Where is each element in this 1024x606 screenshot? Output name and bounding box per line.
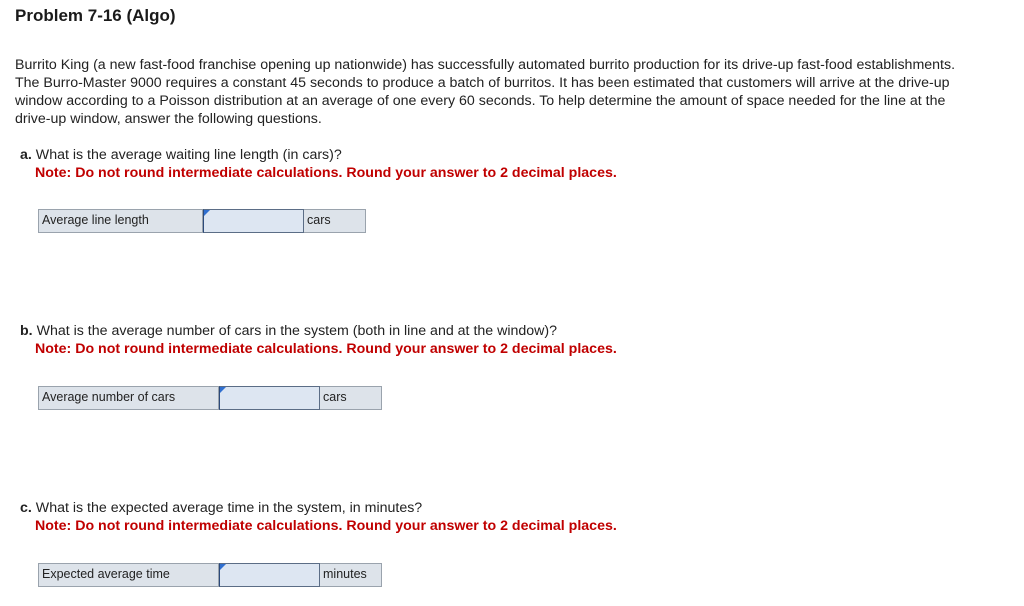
answer-label: Expected average time — [38, 563, 219, 587]
question-letter: a. — [20, 147, 32, 163]
question-c — [20, 499, 617, 535]
answer-unit: cars — [304, 209, 366, 233]
question-note: Note: Do not round intermediate calculations. Round your answer to 2 decimal places. — [35, 165, 617, 181]
answer-input-wrapper — [219, 563, 320, 587]
question-text: What is the average waiting line length (in cars)? — [35, 147, 342, 163]
answer-label: Average number of cars — [38, 386, 219, 410]
question-note: Note: Do not round intermediate calculations. Round your answer to 2 decimal places. — [35, 518, 617, 534]
question-note: Note: Do not round intermediate calculations. Round your answer to 2 decimal places. — [35, 341, 617, 357]
answer-row-c — [38, 563, 382, 587]
answer-label: Average line length — [38, 209, 203, 233]
question-letter: b. — [20, 323, 33, 339]
answer-row-b — [38, 386, 382, 410]
average-number-of-cars-input[interactable] — [219, 386, 320, 410]
average-line-length-input[interactable] — [203, 209, 304, 233]
problem-intro: Burrito King (a new fast-food franchise opening up nationwide) has successfully automated burrito production for its drive-up fast-food establishments. The Burro-Master 9000 requires a constant 45 seconds to produce a batch of burritos. It has been estimated that customers will arrive at the drive-up window according to a Poisson distribution at an average of one every 60 seconds. To help determine the amount of space needed for the line at the drive-up window, answer the following questions. — [15, 57, 956, 127]
answer-input-wrapper — [203, 209, 304, 233]
answer-row-a — [38, 209, 366, 233]
question-letter: c. — [20, 500, 32, 516]
expected-average-time-input[interactable] — [219, 563, 320, 587]
answer-input-wrapper — [219, 386, 320, 410]
question-text: What is the average number of cars in the system (both in line and at the window)? — [36, 323, 558, 339]
question-a — [20, 146, 617, 182]
answer-unit: minutes — [320, 563, 382, 587]
question-text: What is the expected average time in the system, in minutes? — [35, 500, 423, 516]
question-b — [20, 322, 617, 358]
problem-title: Problem 7-16 (Algo) — [15, 6, 176, 25]
answer-unit: cars — [320, 386, 382, 410]
